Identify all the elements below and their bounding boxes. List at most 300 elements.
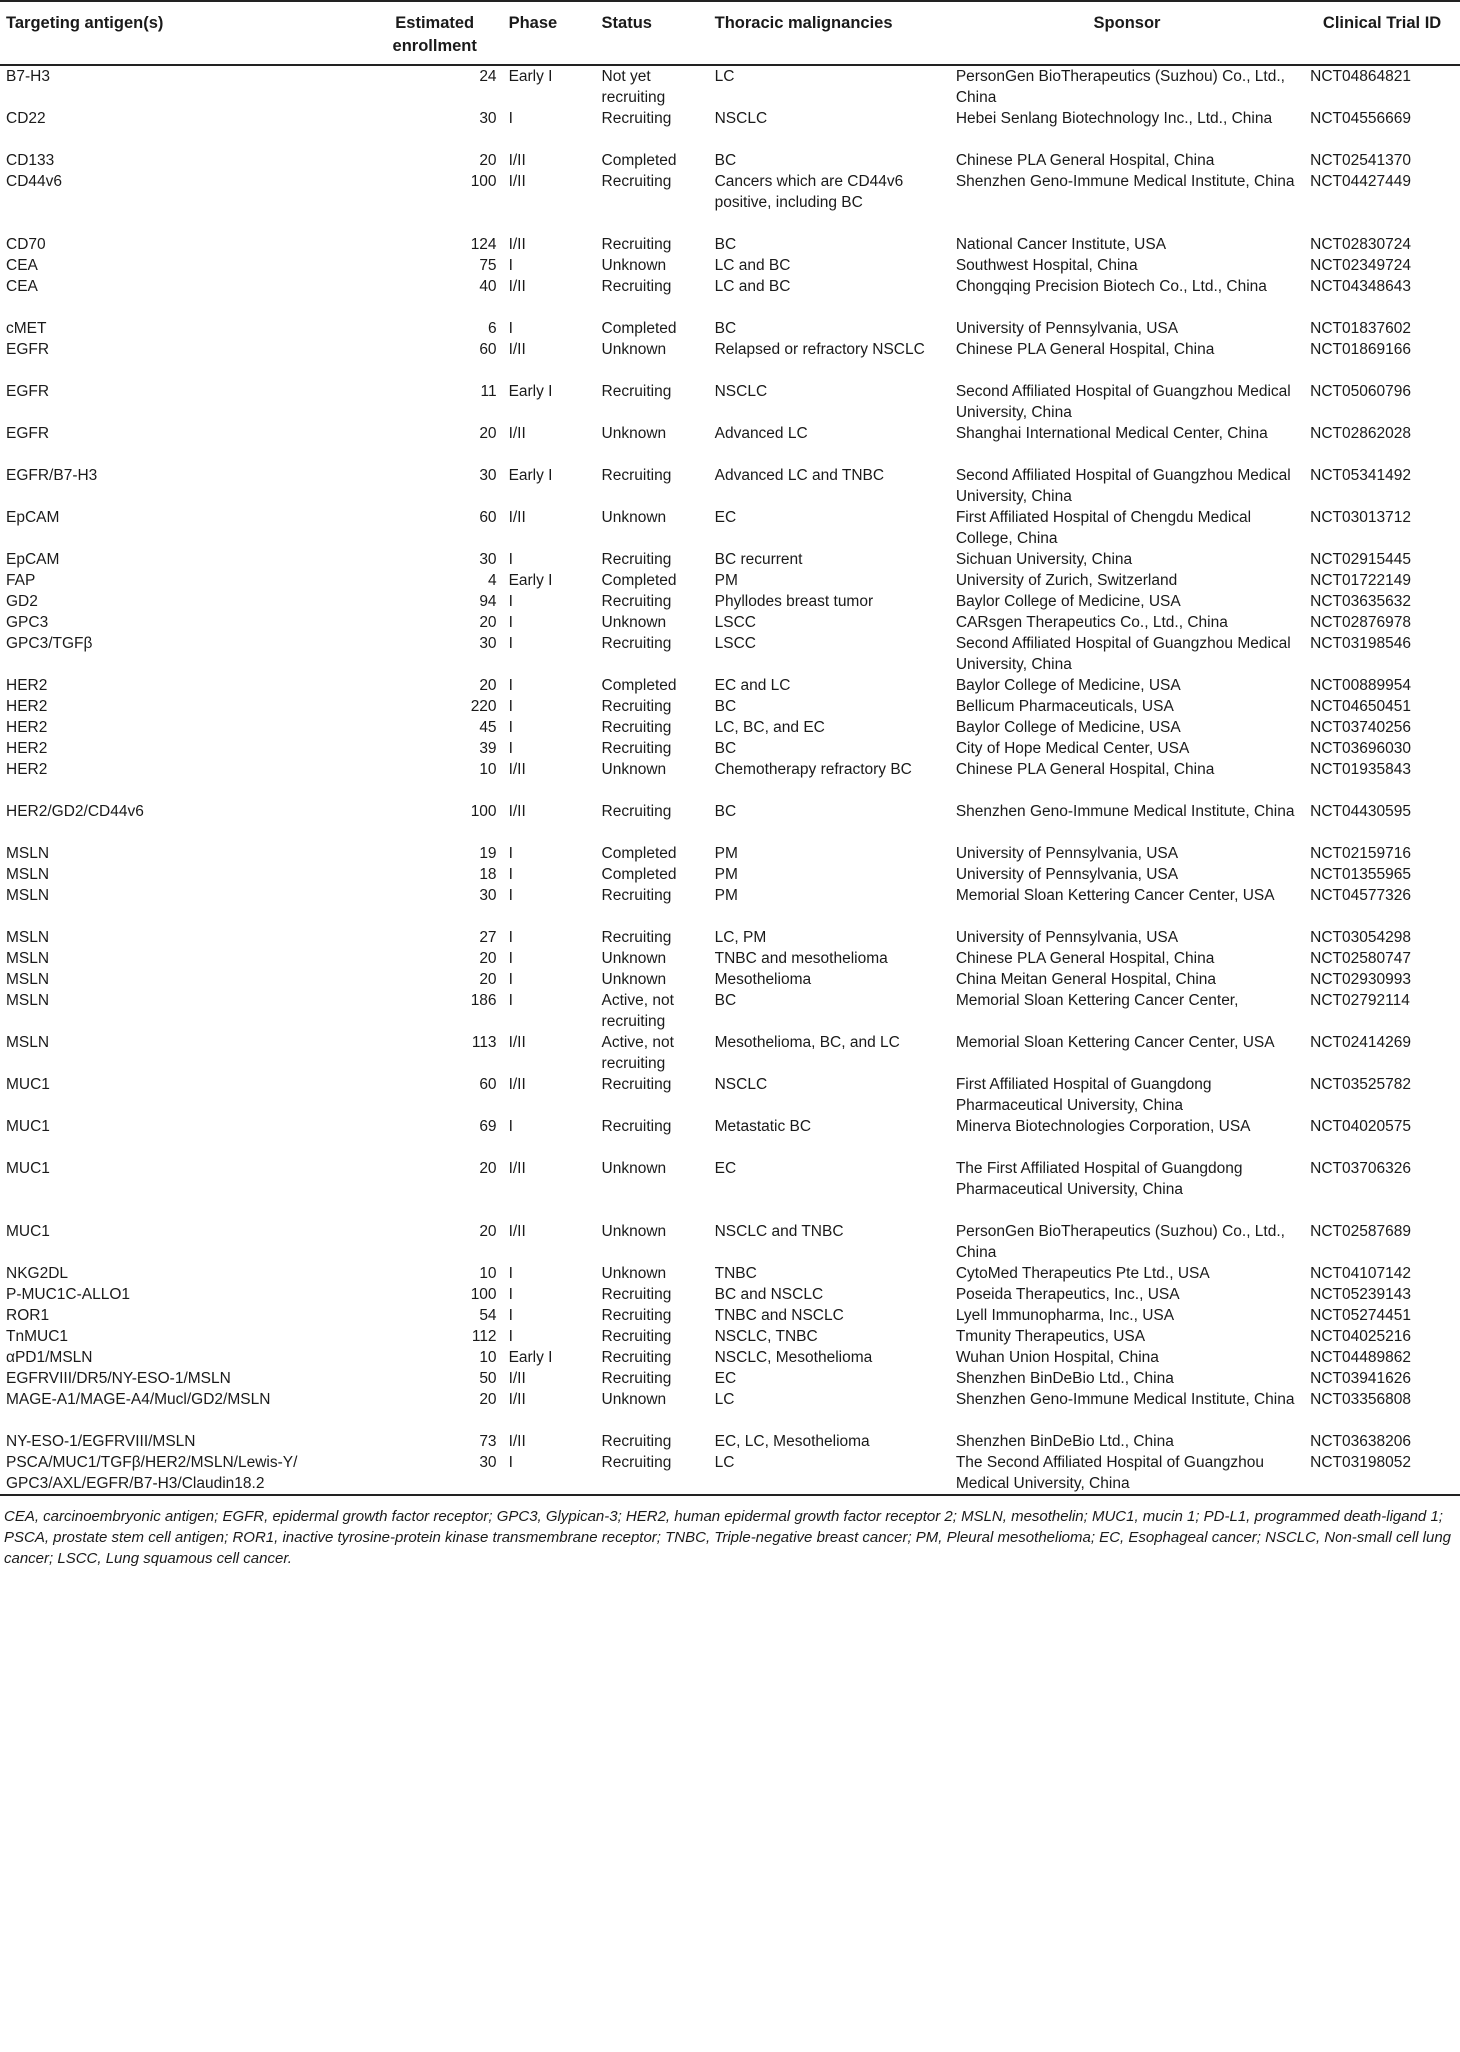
cell-antigen: EGFRVIII/DR5/NY-ESO-1/MSLN — [6, 1370, 231, 1387]
cell-enrollment: 20 — [479, 971, 497, 988]
cell-enrollment: 73 — [479, 1433, 497, 1450]
cell-status: Recruiting — [601, 635, 672, 652]
cell-phase: I — [508, 1286, 513, 1303]
cell-sponsor: University of Pennsylvania, USA — [955, 929, 1179, 946]
cell-antigen: MSLN — [6, 992, 50, 1009]
cell-enrollment: 220 — [470, 698, 497, 715]
cell-enrollment: 186 — [470, 992, 497, 1009]
cell-phase: I — [508, 320, 513, 337]
cell-enrollment: 69 — [479, 1118, 497, 1135]
cell-antigen: MSLN — [6, 887, 50, 904]
cell-trial-id: NCT03941626 — [1310, 1370, 1411, 1387]
cell-status: Unknown — [601, 341, 667, 358]
table-row — [0, 1305, 1460, 1326]
cell-antigen: CD22 — [6, 110, 46, 127]
cell-sponsor: Shenzhen BinDeBio Ltd., China — [955, 1370, 1174, 1387]
table-row — [0, 276, 1460, 318]
cell-sponsor: University of Pennsylvania, USA — [955, 866, 1179, 883]
cell-status: Recruiting — [596, 1452, 709, 1495]
table-row — [0, 1431, 1460, 1452]
cell-antigen: MSLN — [6, 1034, 50, 1051]
cell-phase: I/II — [508, 278, 526, 295]
cell-malignancy: LSCC — [714, 635, 756, 652]
cell-antigen: cMET — [6, 320, 47, 337]
cell-enrollment: 27 — [479, 929, 497, 946]
cell-enrollment: 20 — [479, 425, 497, 442]
cell-sponsor: CytoMed Therapeutics Pte Ltd., USA — [955, 1265, 1210, 1282]
cell-antigen: HER2 — [6, 677, 48, 694]
cell-sponsor: Poseida Therapeutics, Inc., USA — [955, 1286, 1180, 1303]
cell-phase: I/II — [508, 803, 526, 820]
cell-enrollment: 6 — [487, 320, 497, 337]
cell-sponsor: The Second Affiliated Hospital of Guangzhou Medical University, China — [950, 1452, 1304, 1495]
cell-antigen: MUC1 — [6, 1076, 50, 1093]
cell-malignancy: BC — [714, 992, 737, 1009]
cell-enrollment: 40 — [479, 278, 497, 295]
cell-status: Unknown — [601, 971, 667, 988]
cell-trial-id: NCT03013712 — [1310, 509, 1411, 526]
cell-sponsor: Minerva Biotechnologies Corporation, USA — [955, 1118, 1251, 1135]
cell-phase: I/II — [508, 1034, 526, 1051]
cell-antigen: TnMUC1 — [6, 1328, 69, 1345]
cell-enrollment: 124 — [470, 236, 497, 253]
cell-trial-id: NCT05060796 — [1310, 383, 1411, 400]
cell-phase: I/II — [508, 425, 526, 442]
cell-antigen: HER2 — [6, 698, 48, 715]
cell-status: Recruiting — [601, 1286, 672, 1303]
cell-malignancy: Mesothelioma, BC, and LC — [714, 1034, 900, 1051]
cell-antigen: GPC3/TGFβ — [6, 635, 93, 652]
table-row — [0, 1326, 1460, 1347]
cell-status: Recruiting — [601, 1307, 672, 1324]
cell-antigen: MUC1 — [6, 1223, 50, 1240]
cell-status: Recruiting — [601, 278, 672, 295]
cell-enrollment: 60 — [479, 509, 497, 526]
cell-malignancy: TNBC and NSCLC — [714, 1307, 844, 1324]
cell-enrollment: 18 — [479, 866, 497, 883]
cell-malignancy: PM — [714, 866, 738, 883]
cell-status: Recruiting — [601, 698, 672, 715]
cell-sponsor: Southwest Hospital, China — [955, 257, 1138, 274]
cell-sponsor: Chinese PLA General Hospital, China — [955, 341, 1215, 358]
table-row — [0, 1452, 1460, 1495]
table-row — [0, 633, 1460, 675]
cell-trial-id: NCT04020575 — [1310, 1118, 1411, 1135]
cell-phase: Early I — [508, 383, 553, 400]
cell-trial-id: NCT04864821 — [1310, 68, 1411, 85]
cell-sponsor: First Affiliated Hospital of Chengdu Medical College, China — [955, 509, 1252, 547]
cell-phase: Early I — [508, 467, 553, 484]
cell-status: Recruiting — [601, 551, 672, 568]
cell-trial-id: NCT04489862 — [1310, 1349, 1411, 1366]
cell-phase: I — [508, 1265, 513, 1282]
cell-antigen: NY-ESO-1/EGFRVIII/MSLN — [6, 1433, 196, 1450]
cell-trial-id: NCT02862028 — [1310, 425, 1411, 442]
cell-trial-id: NCT01935843 — [1310, 761, 1411, 778]
cell-status: Unknown — [601, 509, 667, 526]
cell-antigen: MSLN — [6, 929, 50, 946]
cell-trial-id: NCT04427449 — [1310, 173, 1411, 190]
cell-antigen: EGFR/B7-H3 — [6, 467, 98, 484]
cell-status: Recruiting — [601, 719, 672, 736]
cell-antigen: FAP — [6, 572, 36, 589]
cell-trial-id: NCT02580747 — [1310, 950, 1411, 967]
cell-phase: I/II — [508, 1223, 526, 1240]
cell-enrollment: 24 — [479, 68, 497, 85]
cell-phase: I/II — [508, 1076, 526, 1093]
cell-enrollment: 30 — [479, 110, 497, 127]
cell-enrollment: 45 — [479, 719, 497, 736]
cell-status: Unknown — [601, 1265, 667, 1282]
cell-status: Unknown — [601, 425, 667, 442]
cell-trial-id: NCT02930993 — [1310, 971, 1411, 988]
table-row — [0, 969, 1460, 990]
table-row — [0, 171, 1460, 234]
cell-phase: I — [508, 950, 513, 967]
cell-phase: I — [508, 1307, 513, 1324]
cell-malignancy: BC — [714, 803, 737, 820]
cell-sponsor: CARsgen Therapeutics Co., Ltd., China — [955, 614, 1228, 631]
table-row — [0, 1032, 1460, 1074]
header-sponsor: Sponsor — [950, 1, 1304, 65]
cell-sponsor: Lyell Immunopharma, Inc., USA — [955, 1307, 1175, 1324]
cell-malignancy: LC — [709, 1452, 950, 1495]
table-row — [0, 1284, 1460, 1305]
cell-trial-id: NCT02414269 — [1310, 1034, 1411, 1051]
cell-trial-id: NCT02792114 — [1310, 992, 1410, 1009]
cell-enrollment: 50 — [479, 1370, 497, 1387]
table-row — [0, 1116, 1460, 1158]
cell-trial-id: NCT05239143 — [1310, 1286, 1411, 1303]
cell-enrollment: 100 — [470, 803, 497, 820]
cell-enrollment: 10 — [479, 1349, 497, 1366]
cell-antigen: MUC1 — [6, 1160, 50, 1177]
cell-enrollment: 20 — [479, 614, 497, 631]
cell-status: Recruiting — [601, 593, 672, 610]
cell-enrollment: 20 — [479, 1223, 497, 1240]
cell-enrollment: 30 — [479, 467, 497, 484]
cell-sponsor: Shenzhen Geno-Immune Medical Institute, China — [955, 1391, 1295, 1408]
table-row — [0, 255, 1460, 276]
cell-trial-id: NCT03740256 — [1310, 719, 1411, 736]
cell-status: Recruiting — [601, 1370, 672, 1387]
table-row — [0, 423, 1460, 465]
cell-status: Unknown — [601, 614, 667, 631]
table-row — [0, 948, 1460, 969]
cell-sponsor: Memorial Sloan Kettering Cancer Center, USA — [955, 887, 1275, 904]
cell-phase: I — [508, 677, 513, 694]
cell-status: Unknown — [601, 761, 667, 778]
cell-sponsor: Shenzhen Geno-Immune Medical Institute, China — [955, 173, 1295, 190]
cell-trial-id: NCT05341492 — [1310, 467, 1411, 484]
cell-malignancy: EC — [714, 509, 737, 526]
cell-status: Recruiting — [601, 1349, 672, 1366]
cell-trial-id: NCT04348643 — [1310, 278, 1411, 295]
cell-antigen: EpCAM — [6, 509, 60, 526]
table-row — [0, 465, 1460, 507]
cell-sponsor: University of Zurich, Switzerland — [955, 572, 1178, 589]
cell-malignancy: Cancers which are CD44v6 positive, including BC — [714, 173, 904, 211]
cell-enrollment: 20 — [479, 677, 497, 694]
cell-status: Recruiting — [601, 383, 672, 400]
cell-antigen: NKG2DL — [6, 1265, 69, 1282]
table-row — [0, 234, 1460, 255]
cell-malignancy: TNBC and mesothelioma — [714, 950, 888, 967]
cell-phase: I/II — [508, 1433, 526, 1450]
cell-sponsor: Hebei Senlang Biotechnology Inc., Ltd., China — [955, 110, 1273, 127]
cell-enrollment: 112 — [471, 1328, 497, 1345]
cell-status: Recruiting — [601, 1076, 672, 1093]
cell-enrollment: 39 — [479, 740, 497, 757]
cell-malignancy: BC — [714, 236, 737, 253]
cell-malignancy: PM — [714, 572, 738, 589]
cell-sponsor: Baylor College of Medicine, USA — [955, 677, 1181, 694]
cell-sponsor: Second Affiliated Hospital of Guangzhou Medical University, China — [955, 383, 1291, 421]
header-enrollment: Estimated enrollment — [367, 1, 503, 65]
cell-sponsor: PersonGen BioTherapeutics (Suzhou) Co., Ltd., China — [955, 68, 1285, 106]
cell-antigen: GD2 — [6, 593, 38, 610]
header-malignancy: Thoracic malignancies — [709, 1, 950, 65]
cell-enrollment: 94 — [479, 593, 497, 610]
cell-antigen: MSLN — [6, 866, 50, 883]
cell-trial-id: NCT04430595 — [1310, 803, 1411, 820]
cell-sponsor: Shenzhen Geno-Immune Medical Institute, China — [955, 803, 1295, 820]
cell-sponsor: First Affiliated Hospital of Guangdong Pharmaceutical University, China — [955, 1076, 1212, 1114]
cell-trial-id: NCT02349724 — [1310, 257, 1411, 274]
cell-status: Completed — [601, 845, 677, 862]
table-row — [0, 801, 1460, 843]
table-row — [0, 696, 1460, 717]
table-row — [0, 927, 1460, 948]
cell-trial-id: NCT03525782 — [1310, 1076, 1411, 1093]
cell-phase: I/II — [508, 1160, 526, 1177]
cell-sponsor: University of Pennsylvania, USA — [955, 845, 1179, 862]
cell-status: Unknown — [601, 1223, 667, 1240]
cell-trial-id: NCT04107142 — [1310, 1265, 1411, 1282]
cell-enrollment: 30 — [479, 551, 497, 568]
cell-malignancy: Phyllodes breast tumor — [714, 593, 874, 610]
cell-phase: I — [508, 614, 513, 631]
cell-malignancy: LC and BC — [714, 257, 791, 274]
cell-status: Completed — [601, 677, 677, 694]
cell-phase: Early I — [508, 68, 553, 85]
cell-malignancy: LC, BC, and EC — [714, 719, 825, 736]
cell-sponsor: Chinese PLA General Hospital, China — [955, 761, 1215, 778]
cell-malignancy: PM — [714, 887, 738, 904]
cell-enrollment: 75 — [479, 257, 497, 274]
cell-phase: I — [508, 110, 513, 127]
cell-status: Recruiting — [601, 1433, 672, 1450]
cell-phase: I/II — [508, 1391, 526, 1408]
table-row — [0, 1158, 1460, 1221]
header-status: Status — [596, 1, 709, 65]
table-row — [0, 885, 1460, 927]
cell-status: Active, not recruiting — [601, 1034, 674, 1072]
cell-antigen: MUC1 — [6, 1118, 50, 1135]
cell-sponsor: The First Affiliated Hospital of Guangdong Pharmaceutical University, China — [955, 1160, 1243, 1198]
cell-sponsor: Shenzhen BinDeBio Ltd., China — [955, 1433, 1174, 1450]
cell-enrollment: 10 — [479, 1265, 497, 1282]
cell-malignancy: BC — [714, 152, 737, 169]
header-phase: Phase — [503, 1, 596, 65]
cell-status: Unknown — [601, 950, 667, 967]
cell-phase: I/II — [508, 173, 526, 190]
cell-sponsor: National Cancer Institute, USA — [955, 236, 1167, 253]
cell-sponsor: Chinese PLA General Hospital, China — [955, 152, 1215, 169]
table-row — [0, 381, 1460, 423]
header-row — [0, 1, 1460, 65]
cell-malignancy: EC, LC, Mesothelioma — [714, 1433, 870, 1450]
cell-malignancy: Relapsed or refractory NSCLC — [714, 341, 925, 358]
cell-malignancy: NSCLC and TNBC — [714, 1223, 844, 1240]
cell-status: Unknown — [601, 257, 667, 274]
cell-status: Unknown — [601, 1160, 667, 1177]
table-row — [0, 150, 1460, 171]
table-row — [0, 318, 1460, 339]
cell-sponsor: City of Hope Medical Center, USA — [955, 740, 1190, 757]
cell-status: Completed — [601, 572, 677, 589]
cell-trial-id: NCT03706326 — [1310, 1160, 1411, 1177]
cell-trial-id: NCT02876978 — [1310, 614, 1411, 631]
cell-status: Recruiting — [601, 467, 672, 484]
cell-antigen: HER2 — [6, 719, 48, 736]
table-row — [0, 1347, 1460, 1368]
table-row — [0, 864, 1460, 885]
cell-malignancy: Metastatic BC — [714, 1118, 812, 1135]
cell-malignancy: EC — [714, 1370, 737, 1387]
cell-phase: I — [508, 593, 513, 610]
cell-antigen: MAGE-A1/MAGE-A4/Mucl/GD2/MSLN — [6, 1391, 271, 1408]
cell-enrollment: 30 — [367, 1452, 503, 1495]
cell-status: Recruiting — [601, 110, 672, 127]
cell-trial-id: NCT01355965 — [1310, 866, 1411, 883]
cell-antigen: MSLN — [6, 845, 50, 862]
cell-enrollment: 20 — [479, 1160, 497, 1177]
table-row — [0, 339, 1460, 381]
cell-malignancy: LC and BC — [714, 278, 791, 295]
cell-sponsor: Shanghai International Medical Center, China — [955, 425, 1268, 442]
cell-sponsor: Memorial Sloan Kettering Cancer Center, — [955, 992, 1239, 1009]
cell-phase: I — [508, 719, 513, 736]
cell-malignancy: Chemotherapy refractory BC — [714, 761, 912, 778]
cell-trial-id: NCT03198052 — [1304, 1452, 1460, 1495]
cell-malignancy: NSCLC — [714, 1076, 768, 1093]
cell-enrollment: 4 — [487, 572, 497, 589]
cell-trial-id: NCT03635632 — [1310, 593, 1411, 610]
cell-status: Recruiting — [601, 1328, 672, 1345]
cell-phase: I — [508, 257, 513, 274]
cell-enrollment: 11 — [480, 383, 497, 400]
cell-malignancy: Advanced LC — [714, 425, 808, 442]
cell-phase: I/II — [508, 509, 526, 526]
cell-antigen: HER2 — [6, 740, 48, 757]
cell-enrollment: 60 — [479, 341, 497, 358]
cell-phase: I — [508, 992, 513, 1009]
cell-phase: I — [508, 635, 513, 652]
cell-sponsor: Wuhan Union Hospital, China — [955, 1349, 1159, 1366]
cell-trial-id: NCT01837602 — [1310, 320, 1411, 337]
cell-antigen: B7-H3 — [6, 68, 50, 85]
cell-phase: I — [508, 866, 513, 883]
cell-status: Recruiting — [601, 236, 672, 253]
header-antigen: Targeting antigen(s) — [0, 1, 367, 65]
cell-trial-id: NCT02830724 — [1310, 236, 1411, 253]
table-row — [0, 1263, 1460, 1284]
cell-malignancy: NSCLC, Mesothelioma — [714, 1349, 873, 1366]
cell-trial-id: NCT01722149 — [1310, 572, 1411, 589]
cell-sponsor: PersonGen BioTherapeutics (Suzhou) Co., Ltd., China — [955, 1223, 1285, 1261]
cell-phase: I — [508, 740, 513, 757]
header-trial-id: Clinical Trial ID — [1304, 1, 1460, 65]
cell-phase: I/II — [508, 341, 526, 358]
cell-antigen: HER2/GD2/CD44v6 — [6, 803, 144, 820]
cell-enrollment: 20 — [479, 1391, 497, 1408]
cell-trial-id: NCT03054298 — [1310, 929, 1411, 946]
table-row — [0, 843, 1460, 864]
cell-trial-id: NCT04556669 — [1310, 110, 1411, 127]
table-row — [0, 570, 1460, 591]
cell-enrollment: 54 — [479, 1307, 497, 1324]
cell-malignancy: TNBC — [714, 1265, 757, 1282]
table-row — [0, 591, 1460, 612]
cell-malignancy: LC — [714, 1391, 735, 1408]
cell-sponsor: Sichuan University, China — [955, 551, 1133, 568]
cell-phase: I — [508, 929, 513, 946]
cell-sponsor: Baylor College of Medicine, USA — [955, 719, 1181, 736]
table-row — [0, 549, 1460, 570]
cell-trial-id: NCT04577326 — [1310, 887, 1411, 904]
cell-enrollment: 30 — [479, 887, 497, 904]
cell-trial-id: NCT03638206 — [1310, 1433, 1411, 1450]
cell-trial-id: NCT01869166 — [1310, 341, 1411, 358]
cell-sponsor: Chinese PLA General Hospital, China — [955, 950, 1215, 967]
cell-enrollment: 30 — [479, 635, 497, 652]
cell-trial-id: NCT00889954 — [1310, 677, 1411, 694]
cell-status: Recruiting — [601, 740, 672, 757]
cell-enrollment: 100 — [470, 1286, 497, 1303]
table-row — [0, 507, 1460, 549]
cell-trial-id: NCT02159716 — [1310, 845, 1411, 862]
cell-antigen: CD44v6 — [6, 173, 62, 190]
cell-status: Completed — [601, 152, 677, 169]
cell-phase: I — [508, 551, 513, 568]
cell-trial-id: NCT03696030 — [1310, 740, 1411, 757]
cell-phase: I — [508, 1328, 513, 1345]
cell-malignancy: BC and NSCLC — [714, 1286, 824, 1303]
cell-enrollment: 19 — [479, 845, 497, 862]
cell-malignancy: BC — [714, 320, 737, 337]
cell-sponsor: Tmunity Therapeutics, USA — [955, 1328, 1146, 1345]
cell-phase: I — [508, 845, 513, 862]
cell-trial-id: NCT03198546 — [1310, 635, 1411, 652]
cell-antigen: CD70 — [6, 236, 46, 253]
cell-malignancy: BC — [714, 698, 737, 715]
cell-phase: I — [508, 1118, 513, 1135]
cell-status: Unknown — [601, 1391, 667, 1408]
table-row — [0, 1368, 1460, 1389]
table-row — [0, 759, 1460, 801]
cell-antigen: PSCA/MUC1/TGFβ/HER2/MSLN/Lewis-Y/ GPC3/AXL/EGFR/B7-H3/Claudin18.2 — [0, 1452, 367, 1495]
cell-status: Recruiting — [601, 929, 672, 946]
cell-antigen: ROR1 — [6, 1307, 50, 1324]
cell-antigen: EGFR — [6, 341, 50, 358]
cell-malignancy: LSCC — [714, 614, 756, 631]
cell-trial-id: NCT04025216 — [1310, 1328, 1411, 1345]
cell-enrollment: 60 — [479, 1076, 497, 1093]
cell-antigen: MSLN — [6, 950, 50, 967]
cell-status: Completed — [601, 866, 677, 883]
table-body — [0, 65, 1460, 1495]
